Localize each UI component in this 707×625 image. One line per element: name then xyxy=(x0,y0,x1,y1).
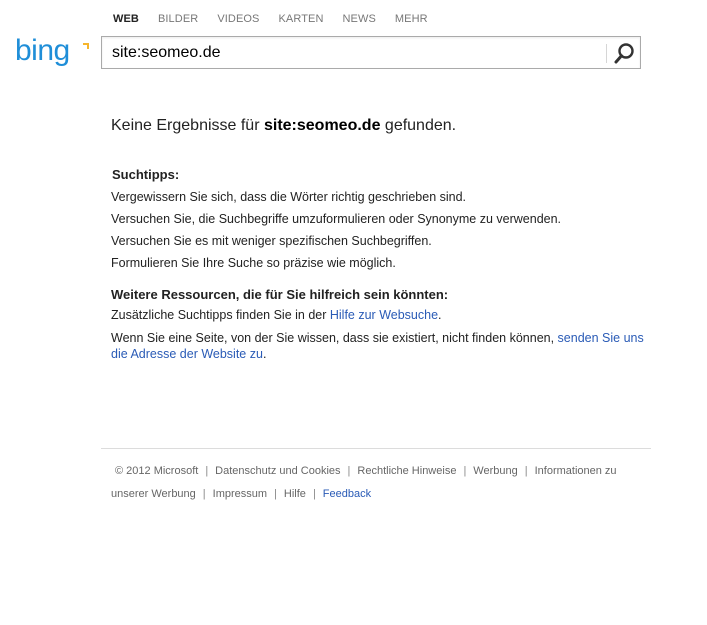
top-nav xyxy=(113,13,447,25)
footer-separator: | xyxy=(347,465,351,477)
nav-item-web[interactable]: WEB xyxy=(113,13,139,25)
submit-url-link[interactable]: senden Sie uns die Adresse der Website zu xyxy=(111,331,644,361)
footer-separator: | xyxy=(202,488,206,500)
footer-link-help[interactable]: Hilfe xyxy=(283,488,306,500)
search-tip: Versuchen Sie, die Suchbegriffe umzuformulieren oder Synonyme zu verwenden. xyxy=(111,212,562,226)
no-results-message xyxy=(111,117,456,135)
footer-separator: | xyxy=(524,465,528,477)
footer-link-legal[interactable]: Rechtliche Hinweise xyxy=(357,465,457,477)
bing-logo-wordmark xyxy=(15,35,90,75)
resources-help-prefix: Zusätzliche Suchtipps finden Sie in der xyxy=(111,308,330,322)
footer-link-imprint[interactable]: Impressum xyxy=(212,488,268,500)
footer-separator: | xyxy=(205,465,209,477)
footer xyxy=(111,460,631,506)
search-tip: Formulieren Sie Ihre Suche so präzise wie möglich. xyxy=(111,256,396,270)
resources-help-line xyxy=(111,308,442,322)
svg-text:bing: bing xyxy=(15,35,70,67)
copyright: © 2012 Microsoft xyxy=(115,465,199,477)
nav-item-bilder[interactable]: BILDER xyxy=(157,13,199,25)
no-results-query: site:seomeo.de xyxy=(263,117,381,134)
search-box xyxy=(101,36,641,69)
search-tips-title: Suchtipps: xyxy=(112,167,180,182)
nav-item-mehr[interactable]: MEHR xyxy=(394,13,428,25)
resources-title: Weitere Ressourcen, die für Sie hilfreich sein könnten: xyxy=(111,287,449,302)
footer-separator: | xyxy=(274,488,277,500)
footer-separator: | xyxy=(312,488,316,500)
nav-item-karten[interactable]: KARTEN xyxy=(278,13,324,25)
nav-item-news[interactable]: NEWS xyxy=(342,13,376,25)
resources-submit-line xyxy=(111,330,656,362)
footer-link-advertising[interactable]: Werbung xyxy=(473,465,518,477)
no-results-suffix: gefunden. xyxy=(380,117,457,134)
footer-link-feedback[interactable]: Feedback xyxy=(322,488,372,500)
search-tip: Vergewissern Sie sich, dass die Wörter richtig geschrieben sind. xyxy=(111,190,467,204)
resources-submit-suffix: . xyxy=(262,347,267,361)
search-divider xyxy=(606,44,607,63)
footer-link-ad-info[interactable]: Informationen zu unserer Werbung xyxy=(111,465,617,500)
no-results-prefix: Keine Ergebnisse für xyxy=(111,117,264,134)
nav-item-videos[interactable]: VIDEOS xyxy=(217,13,260,25)
search-icon xyxy=(612,41,637,66)
footer-separator: | xyxy=(463,465,467,477)
search-button[interactable] xyxy=(612,41,637,66)
help-link[interactable]: Hilfe zur Websuche xyxy=(329,308,439,322)
resources-help-suffix: . xyxy=(438,308,442,322)
bing-logo[interactable] xyxy=(15,35,90,75)
footer-divider xyxy=(101,448,651,449)
resources-submit-prefix: Wenn Sie eine Seite, von der Sie wissen, dass sie existiert, nicht finden können, xyxy=(111,331,558,345)
search-input[interactable] xyxy=(112,42,602,64)
footer-link-privacy[interactable]: Datenschutz und Cookies xyxy=(215,465,341,477)
search-tip: Versuchen Sie es mit weniger spezifischen Suchbegriffen. xyxy=(111,234,432,248)
